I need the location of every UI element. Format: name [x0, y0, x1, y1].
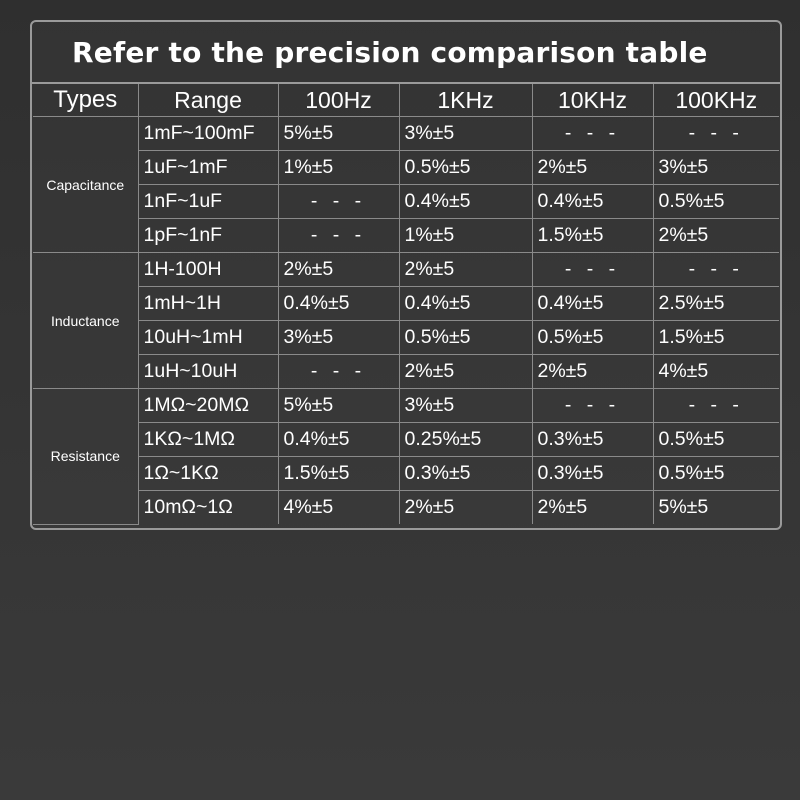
value-cell-1khz: 0.3%±5	[399, 457, 532, 491]
header-1khz: 1KHz	[399, 84, 532, 117]
table-row	[33, 389, 779, 423]
table-row	[33, 423, 779, 457]
table-row	[33, 151, 779, 185]
range-cell: 1uF~1mF	[138, 151, 278, 185]
range-cell: 1nF~1uF	[138, 185, 278, 219]
value-cell-100khz: 0.5%±5	[653, 185, 779, 219]
type-cell-capacitance: Capacitance	[33, 117, 138, 253]
header-range: Range	[138, 84, 278, 117]
value-cell-1khz: 3%±5	[399, 389, 532, 423]
value-cell-1khz: 1%±5	[399, 219, 532, 253]
range-cell: 1KΩ~1MΩ	[138, 423, 278, 457]
value-cell-100khz: 0.5%±5	[653, 457, 779, 491]
page-title: Refer to the precision comparison table	[72, 35, 708, 69]
value-cell-100khz: - - -	[653, 117, 779, 151]
value-cell-10khz: 2%±5	[532, 491, 653, 525]
range-cell: 10uH~1mH	[138, 321, 278, 355]
table-row	[33, 321, 779, 355]
value-cell-1khz: 3%±5	[399, 117, 532, 151]
value-cell-10khz: - - -	[532, 117, 653, 151]
value-cell-10khz: - - -	[532, 253, 653, 287]
value-cell-100hz: 1.5%±5	[278, 457, 399, 491]
value-cell-10khz: 0.4%±5	[532, 287, 653, 321]
table-row	[33, 287, 779, 321]
value-cell-100khz: 3%±5	[653, 151, 779, 185]
value-cell-10khz: 0.4%±5	[532, 185, 653, 219]
header-10khz: 10KHz	[532, 84, 653, 117]
value-cell-100hz: 5%±5	[278, 117, 399, 151]
value-cell-10khz: 2%±5	[532, 151, 653, 185]
value-cell-100khz: 4%±5	[653, 355, 779, 389]
header-100khz: 100KHz	[653, 84, 779, 117]
value-cell-100khz: - - -	[653, 389, 779, 423]
value-cell-100khz: 5%±5	[653, 491, 779, 525]
value-cell-10khz: 0.5%±5	[532, 321, 653, 355]
table-row	[33, 491, 779, 525]
value-cell-10khz: 2%±5	[532, 355, 653, 389]
table-row	[33, 355, 779, 389]
range-cell: 1uH~10uH	[138, 355, 278, 389]
range-cell: 1MΩ~20MΩ	[138, 389, 278, 423]
table-row	[33, 219, 779, 253]
value-cell-1khz: 0.25%±5	[399, 423, 532, 457]
value-cell-100khz: 2.5%±5	[653, 287, 779, 321]
value-cell-100hz: - - -	[278, 185, 399, 219]
range-cell: 1Ω~1KΩ	[138, 457, 278, 491]
header-row	[33, 84, 779, 117]
value-cell-10khz: 0.3%±5	[532, 457, 653, 491]
header-100hz: 100Hz	[278, 84, 399, 117]
value-cell-100hz: - - -	[278, 355, 399, 389]
value-cell-100khz: 2%±5	[653, 219, 779, 253]
value-cell-100hz: 1%±5	[278, 151, 399, 185]
value-cell-1khz: 2%±5	[399, 355, 532, 389]
range-cell: 1pF~1nF	[138, 219, 278, 253]
table-row	[33, 457, 779, 491]
precision-table-panel	[30, 20, 782, 530]
value-cell-100hz: 4%±5	[278, 491, 399, 525]
range-cell: 1mH~1H	[138, 287, 278, 321]
type-cell-inductance: Inductance	[33, 253, 138, 389]
value-cell-100khz: - - -	[653, 253, 779, 287]
value-cell-100hz: 0.4%±5	[278, 423, 399, 457]
value-cell-1khz: 0.5%±5	[399, 151, 532, 185]
precision-table	[33, 84, 779, 525]
table-body	[33, 117, 779, 525]
value-cell-1khz: 2%±5	[399, 491, 532, 525]
table-row	[33, 253, 779, 287]
value-cell-100khz: 1.5%±5	[653, 321, 779, 355]
value-cell-100hz: 0.4%±5	[278, 287, 399, 321]
range-cell: 1H-100H	[138, 253, 278, 287]
value-cell-1khz: 2%±5	[399, 253, 532, 287]
title-bar	[32, 22, 780, 84]
value-cell-100hz: 3%±5	[278, 321, 399, 355]
value-cell-100khz: 0.5%±5	[653, 423, 779, 457]
header-types: Types	[33, 84, 138, 117]
value-cell-1khz: 0.4%±5	[399, 185, 532, 219]
value-cell-100hz: - - -	[278, 219, 399, 253]
value-cell-1khz: 0.5%±5	[399, 321, 532, 355]
value-cell-100hz: 2%±5	[278, 253, 399, 287]
value-cell-1khz: 0.4%±5	[399, 287, 532, 321]
value-cell-10khz: 0.3%±5	[532, 423, 653, 457]
value-cell-100hz: 5%±5	[278, 389, 399, 423]
range-cell: 1mF~100mF	[138, 117, 278, 151]
table-row	[33, 117, 779, 151]
table-row	[33, 185, 779, 219]
range-cell: 10mΩ~1Ω	[138, 491, 278, 525]
value-cell-10khz: - - -	[532, 389, 653, 423]
value-cell-10khz: 1.5%±5	[532, 219, 653, 253]
type-cell-resistance: Resistance	[33, 389, 138, 525]
